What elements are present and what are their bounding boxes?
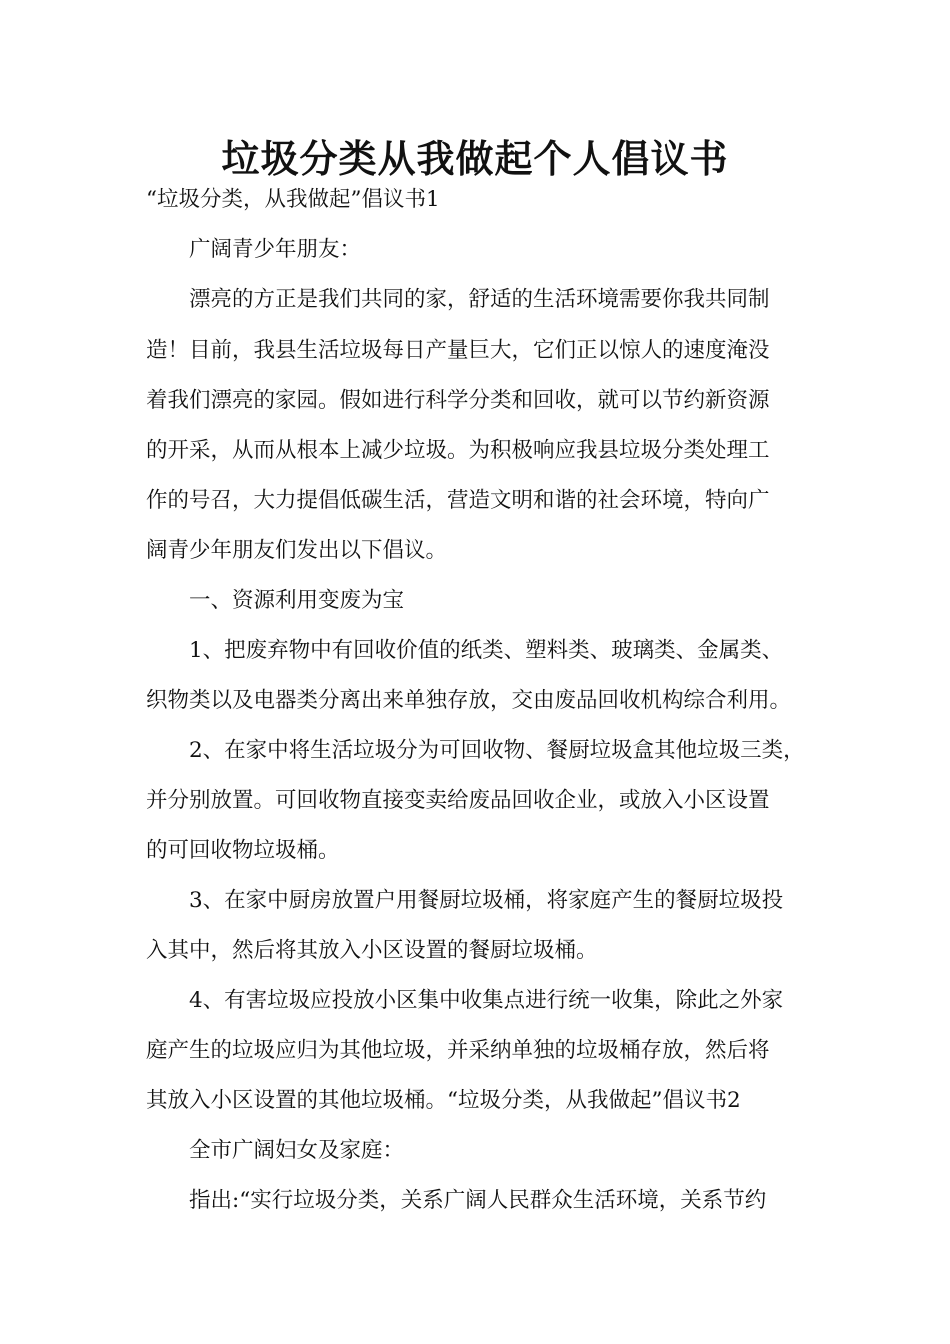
- body-line: 作的号召，大力提倡低碳生活，营造文明和谐的社会环境，特向广: [146, 488, 770, 513]
- body-line: 庭产生的垃圾应归为其他垃圾，并采纳单独的垃圾桶存放，然后将: [146, 1038, 770, 1063]
- salutation-line: 广阔青少年朋友：: [189, 237, 362, 262]
- body-line: 3、在家中厨房放置户用餐厨垃圾桶，将家庭产生的餐厨垃圾投: [189, 888, 784, 913]
- body-line: 2、在家中将生活垃圾分为可回收物、餐厨垃圾盒其他垃圾三类，: [189, 738, 805, 763]
- subtitle-line: “垃圾分类，从我做起”倡议书1: [146, 187, 440, 212]
- body-line: 阔青少年朋友们发出以下倡议。: [146, 538, 448, 563]
- body-line: 着我们漂亮的家园。假如进行科学分类和回收，就可以节约新资源: [146, 388, 770, 413]
- salutation-line: 全市广阔妇女及家庭：: [189, 1138, 405, 1163]
- body-line: 4、有害垃圾应投放小区集中收集点进行统一收集，除此之外家: [189, 988, 784, 1013]
- section-heading: 一、资源利用变废为宝: [189, 588, 405, 613]
- body-line: 1、把废弃物中有回收价值的纸类、塑料类、玻璃类、金属类、: [189, 638, 784, 663]
- body-line: 入其中，然后将其放入小区设置的餐厨垃圾桶。: [146, 938, 598, 963]
- body-line: 其放入小区设置的其他垃圾桶。“垃圾分类，从我做起”倡议书2: [146, 1088, 741, 1113]
- body-line: 的可回收物垃圾桶。: [146, 838, 340, 863]
- body-line: 漂亮的方正是我们共同的家，舒适的生活环境需要你我共同制: [189, 287, 770, 312]
- body-line: 指出:“实行垃圾分类，关系广阔人民群众生活环境，关系节约: [189, 1188, 767, 1213]
- body-line: 造！目前，我县生活垃圾每日产量巨大，它们正以惊人的速度淹没: [146, 338, 770, 363]
- document-title: 垃圾分类从我做起个人倡议书: [221, 137, 729, 181]
- body-line: 的开采，从而从根本上减少垃圾。为积极响应我县垃圾分类处理工: [146, 438, 770, 463]
- body-line: 并分别放置。可回收物直接变卖给废品回收企业，或放入小区设置: [146, 788, 770, 813]
- body-line: 织物类以及电器类分离出来单独存放，交由废品回收机构综合利用。: [146, 688, 792, 713]
